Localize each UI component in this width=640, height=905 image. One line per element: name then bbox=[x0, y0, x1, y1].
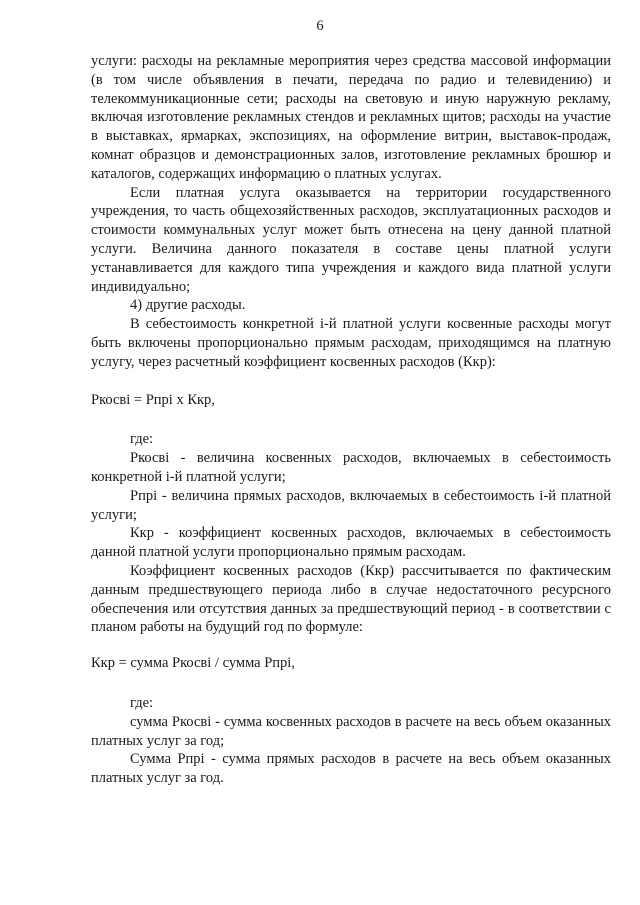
paragraph-other-costs: 4) другие расходы. bbox=[130, 297, 246, 314]
definition-rkosv: Ркосвi - величина косвенных расходов, включаемых в себестоимость конкретной i-й платной услуги; bbox=[91, 450, 611, 485]
definition-sum-rpr: Сумма Рпрi - сумма прямых расходов в расчете на весь объем оказанных платных услуг за год. bbox=[91, 751, 611, 787]
document-body bbox=[91, 52, 611, 788]
paragraph-advertising-costs: услуги: расходы на рекламные мероприятия через средства массовой информации (в том числе объявления в печати, передача по радио и телевидению) и телекоммуникационные сети; расходы на световую и иную наружную рекламу, включая изготовление рекламных стендов и рекламных щитов; расходы на участие в выставках, ярмарках, экспозициях, на оформление витрин, выставок-продаж, комнат образцов и демонстрационных залов, изготовление рекламных брошюр и каталогов, содержащих информацию о платных услугах. bbox=[91, 53, 611, 182]
paragraph-indirect-costs-intro: В себестоимость конкретной i-й платной услуги косвенные расходы могут быть включены пропорционально прямым расходам, приходящимся на платную услугу, через расчетный коэффициент косвенных расходов (Ккр): bbox=[91, 316, 611, 370]
definition-sum-rkosv: сумма Ркосвi - сумма косвенных расходов в расчете на весь объем оказанных платных услуг за год; bbox=[91, 713, 611, 749]
formula-indirect-cost: Ркосвi = Рпрi х Ккр, bbox=[91, 391, 215, 408]
formula-coefficient: Ккр = сумма Ркосвi / сумма Рпрi, bbox=[91, 655, 295, 672]
where-label-2: где: bbox=[130, 694, 154, 711]
paragraph-coefficient-calc: Коэффициент косвенных расходов (Ккр) рассчитывается по фактическим данным предшествующего периода либо в случае недостаточного ресурсного обеспечения или отсутствия данных за предшествующий период - в соответствии с планом работы на будущий год по формуле: bbox=[91, 562, 611, 636]
definition-rpr: Рпрi - величина прямых расходов, включаемых в себестоимость i-й платной услуги; bbox=[91, 487, 611, 523]
page-number: 6 bbox=[316, 18, 324, 34]
paragraph-institution-territory: Если платная услуга оказывается на территории государственного учреждения, то часть общехозяйственных расходов, эксплуатационных расходов и стоимости коммунальных услуг может быть отнесена на цену данной платной услуги. Величина данного показателя в составе цены платной услуги устанавливается для каждого типа учреждения и каждого вида платной услуги индивидуально; bbox=[91, 184, 611, 295]
where-label: где: bbox=[130, 431, 154, 448]
definition-kkr: Ккр - коэффициент косвенных расходов, включаемых в себестоимость данной платной услуги пропорционально прямым расходам. bbox=[91, 525, 611, 561]
